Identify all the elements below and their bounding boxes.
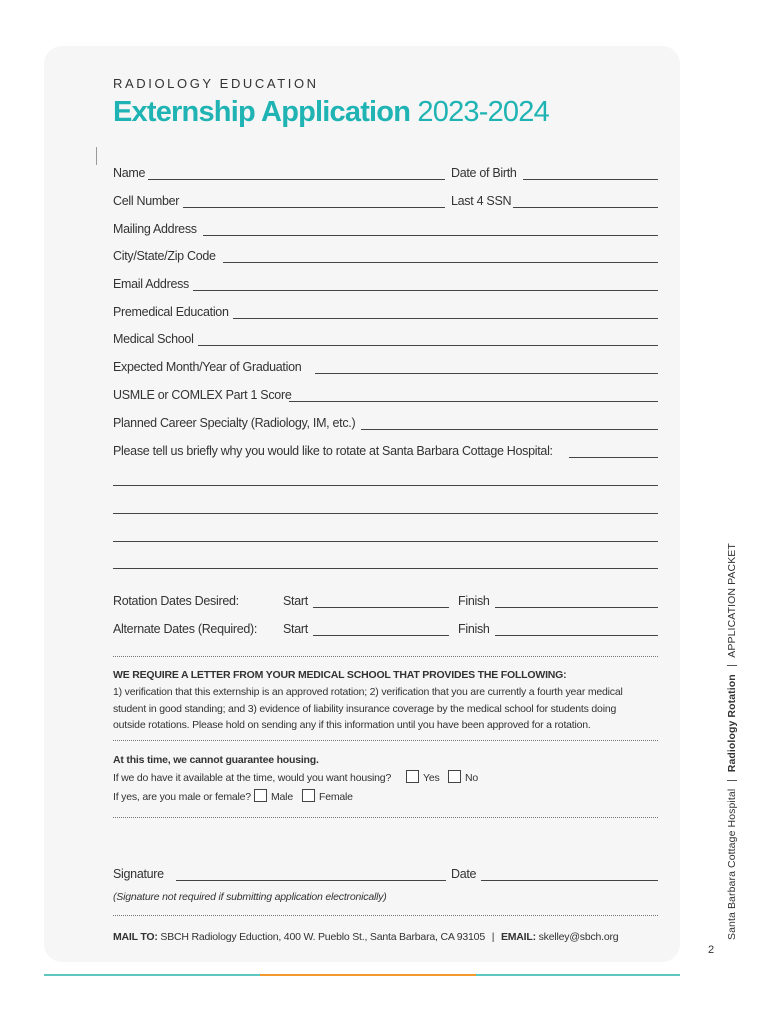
- title-main: Externship Application: [113, 96, 411, 128]
- rotation-alternate-label: Alternate Dates (Required):: [113, 622, 258, 636]
- housing-heading: At this time, we cannot guarantee housing.: [113, 754, 319, 766]
- email-address[interactable]: skelley@sbch.org: [538, 931, 619, 943]
- female-label: Female: [319, 791, 353, 803]
- signature-field[interactable]: [176, 880, 446, 881]
- side-bar: [727, 666, 737, 667]
- email-label-footer: EMAIL:: [500, 931, 536, 943]
- mailing-label: Mailing Address: [113, 222, 197, 236]
- letter-line-2: student in good standing; and 3) evidence of liability insurance coverage by the medical school for students doing: [113, 703, 617, 715]
- letter-heading: WE REQUIRE A LETTER FROM YOUR MEDICAL SCHOOL THAT PROVIDES THE FOLLOWING:: [113, 669, 567, 681]
- page-number: 2: [708, 944, 715, 956]
- signature-note: (Signature not required if submitting application electronically): [113, 891, 387, 903]
- medschool-row: [113, 332, 658, 348]
- male-checkbox[interactable]: [254, 789, 267, 802]
- name-field[interactable]: [148, 179, 445, 180]
- footer-divider: |: [491, 931, 495, 943]
- email-label: Email Address: [113, 277, 189, 291]
- rotation-desired-row: [113, 594, 658, 610]
- email-row: [113, 277, 658, 293]
- medschool-field[interactable]: [198, 345, 658, 346]
- usmle-field[interactable]: [289, 401, 658, 402]
- footer-line-orange: [260, 974, 476, 976]
- housing-yes-label: Yes: [423, 772, 440, 784]
- why-line-2: [113, 500, 658, 516]
- housing-no-label: No: [465, 772, 479, 784]
- footer-line-teal-2: [476, 974, 680, 976]
- finish-label: Finish: [458, 594, 490, 608]
- ssn-label: Last 4 SSN: [451, 194, 512, 208]
- gender-question: If yes, are you male or female?: [113, 791, 251, 803]
- city-label: City/State/Zip Code: [113, 249, 216, 263]
- side-packet: APPLICATION PACKET: [726, 543, 738, 658]
- divider: [113, 740, 658, 741]
- title-year: 2023-2024: [417, 96, 549, 128]
- divider: [113, 817, 658, 818]
- signature-label: Signature: [113, 867, 164, 881]
- name-label: Name: [113, 166, 146, 180]
- desired-finish-field[interactable]: [495, 607, 658, 608]
- alternate-start-field[interactable]: [313, 635, 449, 636]
- city-row: [113, 249, 658, 265]
- city-field[interactable]: [223, 262, 658, 263]
- finish-label: Finish: [458, 622, 490, 636]
- mailing-row: [113, 222, 658, 238]
- divider: [113, 656, 658, 657]
- margin-tick: [96, 147, 97, 165]
- start-label: Start: [283, 594, 308, 608]
- divider: [113, 915, 658, 916]
- why-line-4: [113, 555, 658, 571]
- why-row: [113, 444, 658, 460]
- page-title: [113, 96, 549, 129]
- footer-line-teal: [44, 974, 260, 976]
- specialty-row: [113, 416, 658, 432]
- side-org: Santa Barbara Cottage Hospital: [726, 788, 738, 940]
- housing-yes-checkbox[interactable]: [406, 770, 419, 783]
- why-field-line[interactable]: [113, 485, 658, 486]
- premed-label: Premedical Education: [113, 305, 229, 319]
- graduation-label: Expected Month/Year of Graduation: [113, 360, 302, 374]
- side-label: [726, 543, 738, 940]
- why-line-3: [113, 528, 658, 544]
- why-label: Please tell us briefly why you would like to rotate at Santa Barbara Cottage Hospital:: [113, 444, 553, 458]
- mail-to: [113, 931, 618, 943]
- mail-label: MAIL TO:: [113, 931, 158, 943]
- why-line-1: [113, 472, 658, 488]
- why-field-line[interactable]: [113, 568, 658, 569]
- specialty-label: Planned Career Specialty (Radiology, IM, etc.): [113, 416, 356, 430]
- start-label: Start: [283, 622, 308, 636]
- section-kicker: RADIOLOGY EDUCATION: [113, 76, 319, 91]
- side-section: Radiology Rotation: [726, 674, 738, 773]
- mailing-field[interactable]: [203, 235, 658, 236]
- cell-row: [113, 194, 658, 210]
- usmle-row: [113, 388, 658, 404]
- medschool-label: Medical School: [113, 332, 194, 346]
- dob-label: Date of Birth: [451, 166, 517, 180]
- why-field[interactable]: [569, 457, 658, 458]
- female-checkbox[interactable]: [302, 789, 315, 802]
- side-bar: [727, 780, 737, 781]
- alternate-finish-field[interactable]: [495, 635, 658, 636]
- letter-line-3: outside rotations. Please hold on sending any if this information until you have been approved for a rotation.: [113, 719, 591, 731]
- why-field-line[interactable]: [113, 513, 658, 514]
- housing-no-checkbox[interactable]: [448, 770, 461, 783]
- name-row: [113, 166, 658, 182]
- housing-question: If we do have it available at the time, would you want housing?: [113, 772, 392, 784]
- signature-row: [113, 867, 658, 883]
- rotation-desired-label: Rotation Dates Desired:: [113, 594, 239, 608]
- premed-field[interactable]: [233, 318, 658, 319]
- cell-field[interactable]: [183, 207, 445, 208]
- email-field[interactable]: [193, 290, 658, 291]
- dob-field[interactable]: [523, 179, 658, 180]
- cell-label: Cell Number: [113, 194, 180, 208]
- mail-address: SBCH Radiology Eduction, 400 W. Pueblo St., Santa Barbara, CA 93105: [160, 931, 485, 943]
- rotation-alternate-row: [113, 622, 658, 638]
- desired-start-field[interactable]: [313, 607, 449, 608]
- why-field-line[interactable]: [113, 541, 658, 542]
- graduation-row: [113, 360, 658, 376]
- male-label: Male: [271, 791, 293, 803]
- usmle-label: USMLE or COMLEX Part 1 Score: [113, 388, 292, 402]
- signature-date-field[interactable]: [481, 880, 658, 881]
- premed-row: [113, 305, 658, 321]
- graduation-field[interactable]: [315, 373, 658, 374]
- specialty-field[interactable]: [361, 429, 658, 430]
- letter-line-1: 1) verification that this externship is an approved rotation; 2) verification that you are currently a fourth year medical: [113, 686, 623, 698]
- signature-date-label: Date: [451, 867, 477, 881]
- ssn-field[interactable]: [513, 207, 658, 208]
